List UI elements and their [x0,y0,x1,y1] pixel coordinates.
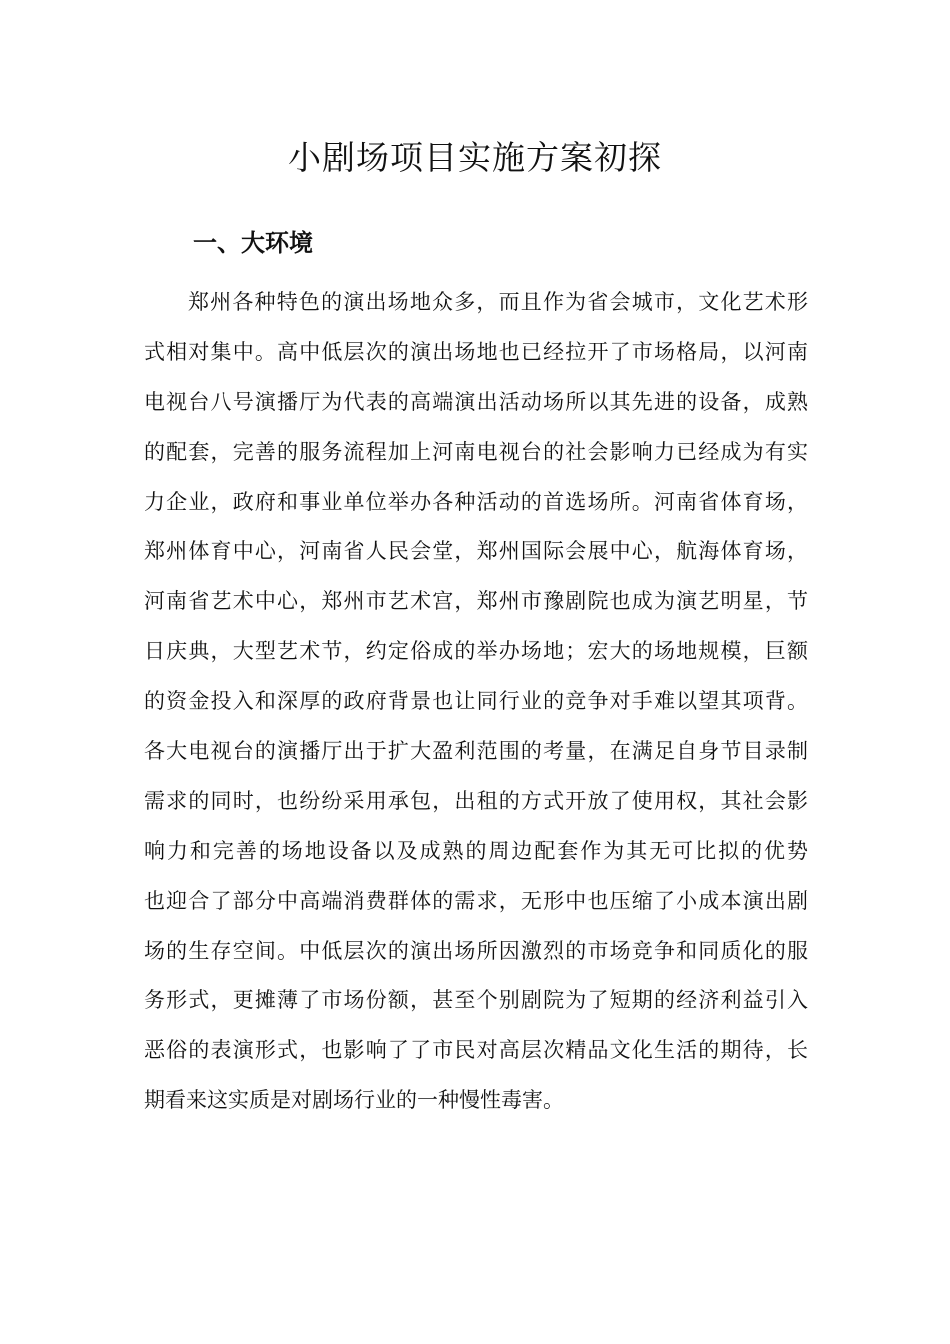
paragraph-line: 电视台八号演播厅为代表的高端演出活动场所以其先进的设备，成熟 [144,389,808,414]
paragraph-line: 各大电视台的演播厅出于扩大盈利范围的考量，在满足自身节目录制 [144,739,808,764]
paragraph-line: 的配套，完善的服务流程加上河南电视台的社会影响力已经成为有实 [144,439,808,464]
body-paragraph [144,278,808,1126]
paragraph-line: 郑州各种特色的演出场地众多，而且作为省会城市，文化艺术形 [188,290,808,314]
paragraph-line: 场的生存空间。中低层次的演出场所因激烈的市场竞争和同质化的服 [144,938,808,963]
paragraph-line: 郑州体育中心，河南省人民会堂，郑州国际会展中心，航海体育场， [144,539,808,564]
paragraph-line: 力企业，政府和事业单位举办各种活动的首选场所。河南省体育场， [144,489,808,514]
document-title: 小剧场项目实施方案初探 [288,138,662,177]
paragraph-line: 恶俗的表演形式，也影响了了市民对高层次精品文化生活的期待，长 [144,1038,808,1063]
paragraph-line: 需求的同时，也纷纷采用承包，出租的方式开放了使用权，其社会影 [144,788,808,813]
paragraph-line: 期看来这实质是对剧场行业的一种慢性毒害。 [144,1088,564,1113]
paragraph-line: 的资金投入和深厚的政府背景也让同行业的竞争对手难以望其项背。 [144,689,808,714]
paragraph-line: 式相对集中。高中低层次的演出场地也已经拉开了市场格局，以河南 [144,339,808,364]
paragraph-line: 务形式，更摊薄了市场份额，甚至个别剧院为了短期的经济利益引入 [144,988,808,1013]
section-heading: 一、大环境 [193,229,313,257]
paragraph-line: 响力和完善的场地设备以及成熟的周边配套作为其无可比拟的优势 [144,838,808,863]
paragraph-line: 日庆典，大型艺术节，约定俗成的举办场地；宏大的场地规模，巨额 [144,639,808,664]
paragraph-line: 也迎合了部分中高端消费群体的需求，无形中也压缩了小成本演出剧 [144,888,808,913]
paragraph-line: 河南省艺术中心，郑州市艺术宫，郑州市豫剧院也成为演艺明星，节 [144,589,808,614]
